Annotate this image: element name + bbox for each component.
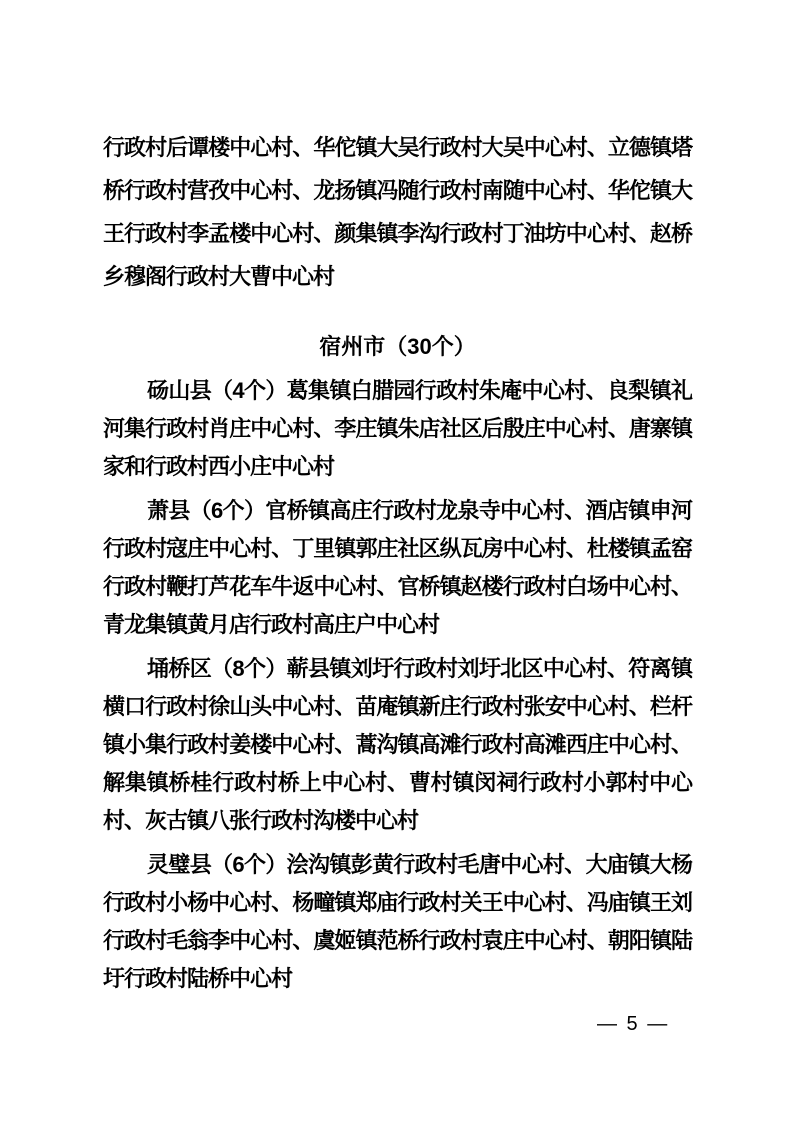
page-number: — 5 — bbox=[597, 1013, 670, 1035]
paragraph-yongqiao-district: 埇桥区（8个）蕲县镇刘圩行政村刘圩北区中心村、符离镇横口行政村徐山头中心村、苗庵镇新庄行政村张安中心村、栏杆镇小集行政村姜楼中心村、蒿沟镇高滩行政村高滩西庄中心村、解集镇桥桂行政村桥上中心村、曹村镇闵祠行政村小郭村中心村、灰古镇八张行政村沟楼中心村 bbox=[103, 656, 692, 833]
paragraph-lingbi-county: 灵璧县（6个）浍沟镇彭黄行政村毛唐中心村、大庙镇大杨行政村小杨中心村、杨疃镇郑庙行政村关王中心村、冯庙镇王刘行政村毛翁李中心村、虞姬镇范桥行政村袁庄中心村、朝阳镇陆圩行政村陆桥中心村 bbox=[103, 852, 692, 991]
paragraph-dangshan-county: 砀山县（4个）葛集镇白腊园行政村朱庵中心村、良梨镇礼河集行政村肖庄中心村、李庄镇朱店社区后殷庄中心村、唐寨镇家和行政村西小庄中心村 bbox=[103, 378, 692, 479]
paragraph-xiao-county: 萧县（6个）官桥镇高庄行政村龙泉寺中心村、酒店镇申河行政村寇庄中心村、丁里镇郭庄社区纵瓦房中心村、杜楼镇孟窑行政村鞭打芦花车牛返中心村、官桥镇赵楼行政村白场中心村、青龙集镇黄月店行政村高庄户中心村 bbox=[103, 498, 692, 637]
continuation-paragraph: 行政村后谭楼中心村、华佗镇大吴行政村大吴中心村、立德镇塔桥行政村营孜中心村、龙扬镇冯随行政村南随中心村、华佗镇大王行政村李孟楼中心村、颜集镇李沟行政村丁油坊中心村、赵桥乡穆阁行政村大曹中心村 bbox=[103, 135, 692, 289]
city-section-heading: 宿州市（30个） bbox=[319, 334, 476, 359]
